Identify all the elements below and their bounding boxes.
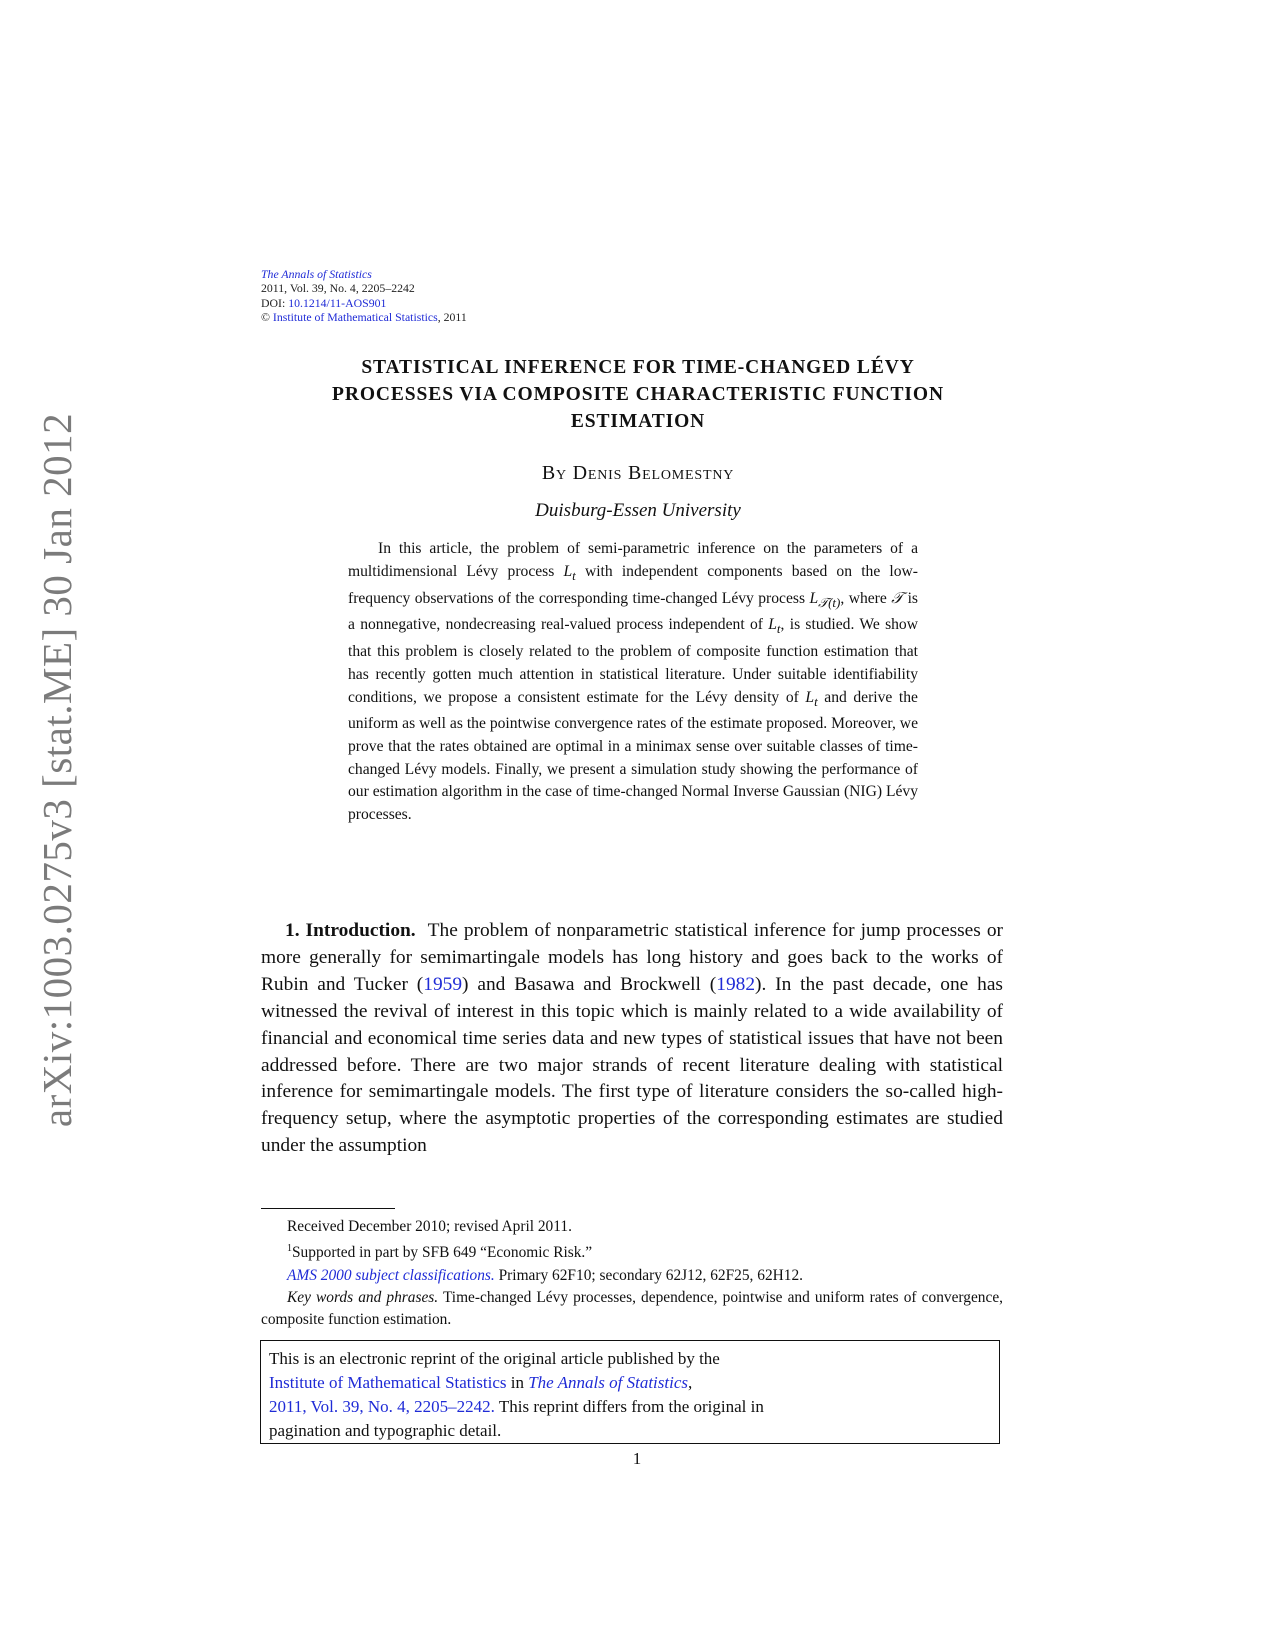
journal-volume: 2011, Vol. 39, No. 4, 2205–2242 xyxy=(261,281,415,296)
doi-link[interactable]: 10.1214/11-AOS901 xyxy=(288,295,387,310)
copyright-icon: © xyxy=(261,309,270,324)
author-affiliation: Duisburg-Essen University xyxy=(535,500,741,521)
ams-classification-link[interactable]: AMS 2000 subject classifications. xyxy=(287,1266,495,1284)
math-symbol: L xyxy=(563,562,573,580)
ams-classification: AMS 2000 subject classifications. Primary 62F10; secondary 62J12, 62F25, 62H12. xyxy=(287,1266,803,1284)
paper-title xyxy=(268,354,1008,435)
math-symbol: 𝒯 xyxy=(891,589,904,607)
arxiv-identifier: arXiv:1003.0275v3 [stat.ME] 30 Jan 2012 xyxy=(34,412,81,1128)
citation-link-1959[interactable]: 1959 xyxy=(423,973,463,995)
received-date: Received December 2010; revised April 2011. xyxy=(287,1218,572,1235)
journal-header xyxy=(261,267,467,324)
title-line-1: STATISTICAL INFERENCE FOR TIME-CHANGED LÉVY xyxy=(361,357,915,378)
title-line-2: PROCESSES VIA COMPOSITE CHARACTERISTIC FUNCTION xyxy=(332,384,944,405)
funding-note: $^1$Supported in part by SFB 649 “Economic Risk.” xyxy=(287,1243,593,1262)
author-name: By Denis Belomestny xyxy=(541,462,735,484)
publisher-link[interactable]: Institute of Mathematical Statistics xyxy=(272,309,438,324)
page-number: 1 xyxy=(632,1449,642,1468)
reprint-publisher-link[interactable]: Institute of Mathematical Statistics xyxy=(269,1373,507,1392)
citation-link-1982[interactable]: 1982 xyxy=(716,973,756,995)
math-symbol: L xyxy=(809,589,819,607)
keywords: Key words and phrases. Time-changed Lévy processes, dependence, pointwise and uniform rates of convergence, composite function estimation. xyxy=(261,1288,1003,1328)
journal-name-link[interactable]: The Annals of Statistics xyxy=(261,267,372,281)
reprint-notice-box: This is an electronic reprint of the original article published by the Institute of Mathematical Statistics in The Annals of Statistics, 2011, Vol. 39, No. 4, 2205–2242. This reprint differs from the original in pagination and typographic detail. xyxy=(260,1340,1000,1444)
section-heading: 1. Introduction. xyxy=(285,920,416,941)
doi-label: DOI: xyxy=(261,295,286,310)
reprint-volume-link[interactable]: 2011, Vol. 39, No. 4, 2205–2242. xyxy=(269,1397,495,1416)
copyright-year: , 2011 xyxy=(437,309,467,324)
reprint-journal-link[interactable]: The Annals of Statistics xyxy=(528,1373,689,1392)
title-line-3: ESTIMATION xyxy=(570,411,706,432)
footnotes xyxy=(261,1216,1003,1331)
abstract: In this article, the problem of semi-parametric inference on the parameters of a multidimensional Lévy process $L_t$ with independent components based on the low-frequency observations of the corresponding time-changed Lévy process $L_{𝒯(t)}$, where 𝒯 is a nonnegative, nondecreasing real-valued process independent of $L_t$, is studied. We show that this problem is closely related to the problem of composite function estimation that has recently gotten much attention in statistical literature. Under suitable identifiability conditions, we propose a consistent estimate for the Lévy density of $L_t$ and derive the uniform as well as the pointwise convergence rates of the estimate proposed. Moreover, we prove that the rates obtained are optimal in a minimax sense over suitable classes of time-changed Lévy models. Finally, we present a simulation study showing the performance of our estimation algorithm in the case of time-changed Normal Inverse Gaussian (NIG) Lévy processes. xyxy=(348,540,918,824)
math-symbol: L xyxy=(805,688,815,706)
introduction-section: 1. Introduction. The problem of nonparametric statistical inference for jump processes or more generally for semimartingale models has long history and goes back to the works of Rubin and Tucker (1959) and Basawa and Brockwell (1982). In the past decade, one has witnessed the revival of interest in this topic which is mainly related to a wide availability of financial and economical time series data and new types of statistical issues that have not been addressed before. There are two major strands of recent literature dealing with statistical inference for semimartingale models. The first type of literature considers the so-called high-frequency setup, where the asymptotic properties of the corresponding estimates are studied under the assumption xyxy=(261,920,1003,1157)
math-symbol: L xyxy=(768,616,777,634)
arxiv-stamp xyxy=(12,395,102,1145)
footnote-divider xyxy=(261,1208,395,1209)
